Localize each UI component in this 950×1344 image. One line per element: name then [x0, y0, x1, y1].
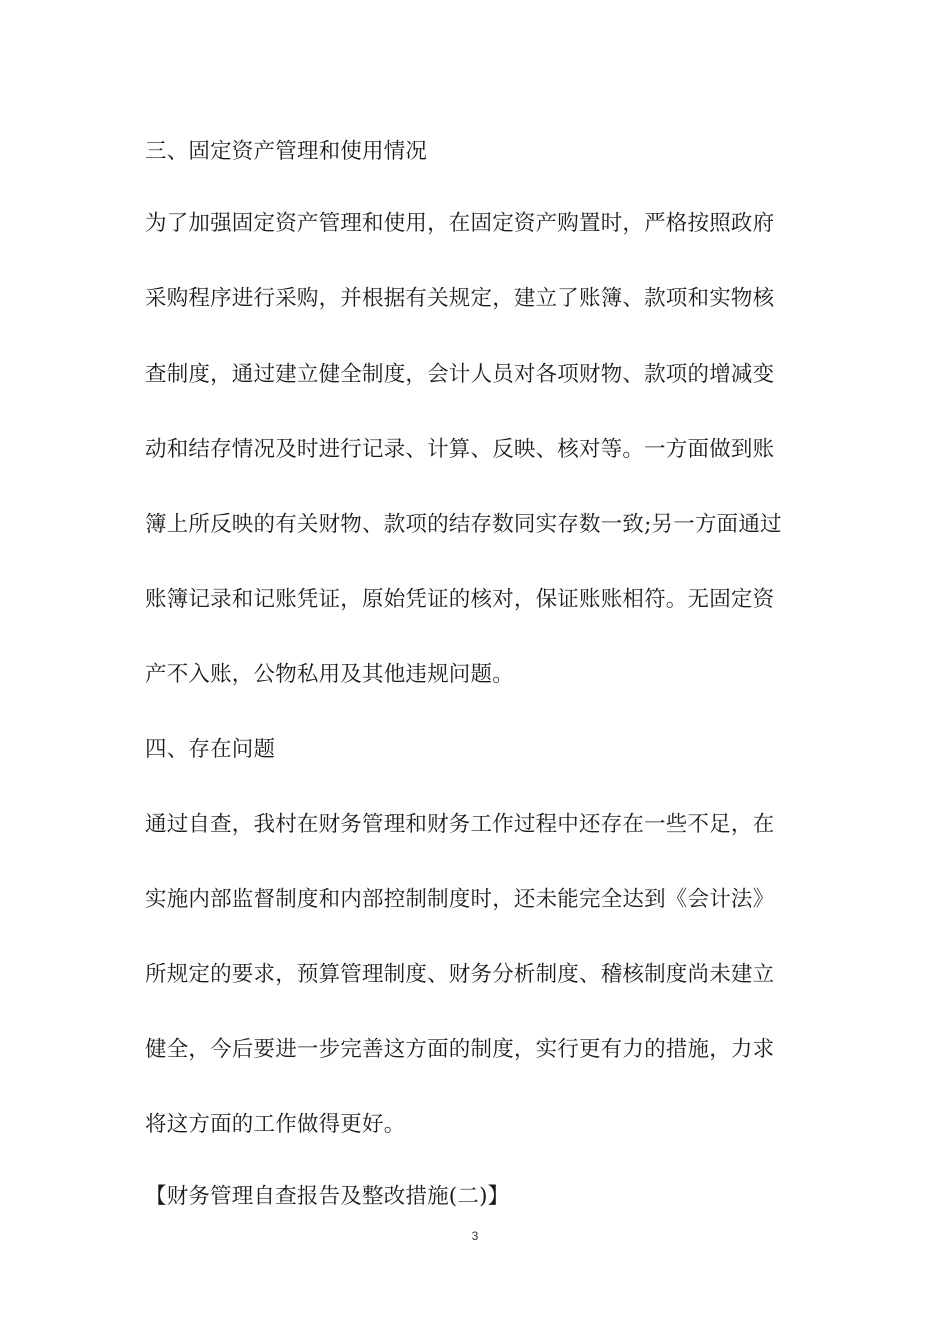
paragraph-line: 健全，今后要进一步完善这方面的制度，实行更有力的措施，力求 [145, 1037, 775, 1062]
section-heading-4: 四、存在问题 [145, 737, 276, 762]
section-heading-3: 三、固定资产管理和使用情况 [145, 139, 428, 164]
paragraph-line: 账簿记录和记账凭证，原始凭证的核对，保证账账相符。无固定资 [145, 587, 775, 612]
paragraph-line: 簿上所反映的有关财物、款项的结存数同实存数一致;另一方面通过 [145, 512, 782, 537]
paragraph-line: 产不入账，公物私用及其他违规问题。 [145, 662, 514, 687]
paragraph-line: 所规定的要求，预算管理制度、财务分析制度、稽核制度尚未建立 [145, 962, 775, 987]
paragraph-line: 实施内部监督制度和内部控制制度时，还未能完全达到《会计法》 [145, 887, 775, 912]
paragraph-line: 为了加强固定资产管理和使用，在固定资产购置时，严格按照政府 [145, 211, 775, 236]
paragraph-line: 采购程序进行采购，并根据有关规定，建立了账簿、款项和实物核 [145, 286, 775, 311]
subtitle-bracketed: 【财务管理自查报告及整改措施(二)】 [145, 1184, 510, 1209]
page-number: 3 [471, 1229, 479, 1243]
paragraph-line: 查制度，通过建立健全制度，会计人员对各项财物、款项的增减变 [145, 362, 775, 387]
paragraph-line: 通过自查，我村在财务管理和财务工作过程中还存在一些不足，在 [145, 812, 775, 837]
paragraph-line: 将这方面的工作做得更好。 [145, 1112, 406, 1137]
paragraph-line: 动和结存情况及时进行记录、计算、反映、核对等。一方面做到账 [145, 437, 775, 462]
